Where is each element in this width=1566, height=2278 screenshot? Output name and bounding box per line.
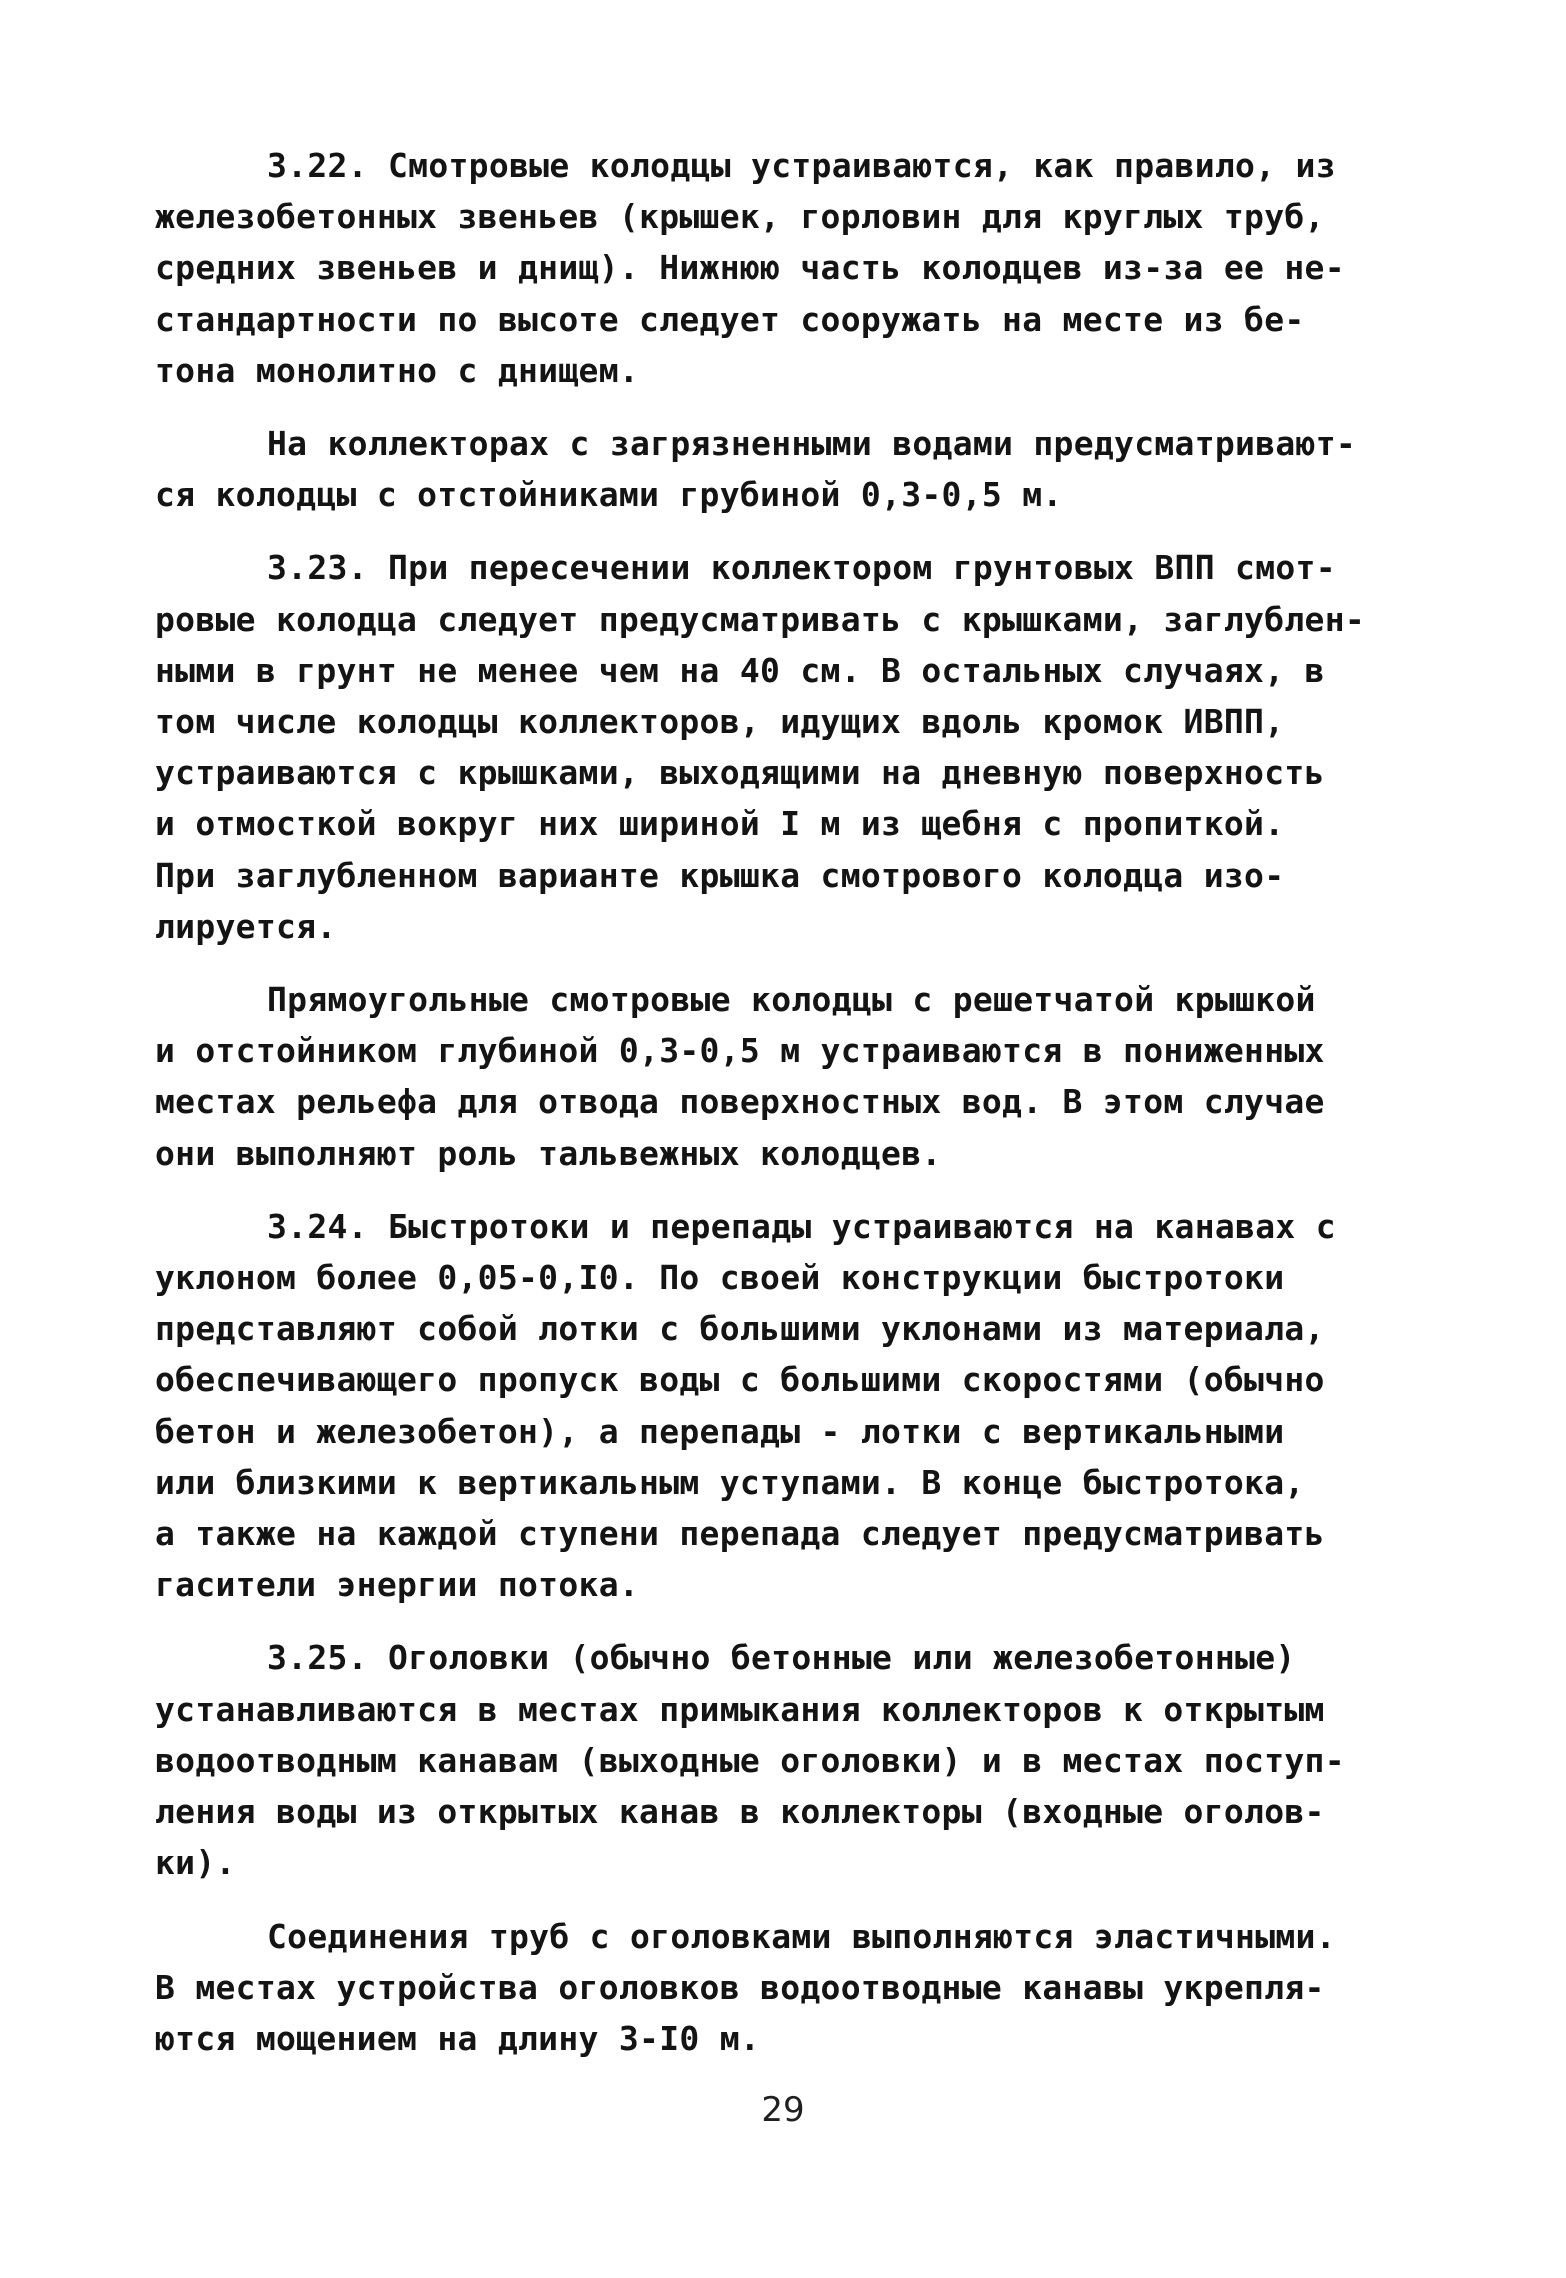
text-line: ровые колодца следует предусматривать с крышками, заглублен-	[155, 599, 1366, 639]
paragraph-3-23	[155, 542, 1425, 952]
text-line: В местах устройства оголовков водоотводные канавы укрепля-	[155, 1967, 1325, 2007]
text-line: том числе колодцы коллекторов, идущих вдоль кромок ИВПП,	[155, 702, 1285, 742]
text-line: представляют собой лотки с большими уклонами из материала,	[155, 1309, 1325, 1349]
text-line: устанавливаются в местах примыкания коллекторов к открытым	[155, 1689, 1325, 1729]
text-line: бетон и железобетон), а перепады - лотки с вертикальными	[155, 1411, 1285, 1451]
text-line: водоотводным канавам (выходные оголовки) и в местах поступ-	[155, 1740, 1345, 1780]
paragraph-3-24	[155, 1201, 1425, 1611]
text-line: гасители энергии потока.	[155, 1565, 640, 1605]
text-line: ся колодцы с отстойниками грубиной 0,3-0,5 м.	[155, 475, 1063, 515]
paragraph-rectangular-wells	[155, 974, 1425, 1179]
text-line: уклоном более 0,05-0,I0. По своей конструкции быстротоки	[155, 1258, 1285, 1298]
text-line: обеспечивающего пропуск воды с большими скоростями (обычно	[155, 1360, 1325, 1400]
text-line: устраиваются с крышками, выходящими на дневную поверхность	[155, 753, 1325, 793]
text-line: а также на каждой ступени перепада следует предусматривать	[155, 1514, 1325, 1554]
text-line: 3.25. Оголовки (обычно бетонные или железобетонные)	[267, 1638, 1296, 1678]
text-line: ются мощением на длину 3-I0 м.	[155, 2018, 761, 2058]
text-line: стандартности по высоте следует сооружать на месте из бе-	[155, 299, 1305, 339]
text-line: тона монолитно с днищем.	[155, 350, 640, 390]
text-line: лируется.	[155, 906, 337, 946]
text-line: ными в грунт не менее чем на 40 см. В остальных случаях, в	[155, 650, 1325, 690]
text-line: 3.22. Смотровые колодцы устраиваются, как правило, из	[267, 146, 1336, 185]
text-line: средних звеньев и днищ). Нижнюю часть колодцев из-за ее не-	[155, 248, 1345, 288]
text-line: ки).	[155, 1843, 236, 1883]
text-line: На коллекторах с загрязненными водами предусматривают-	[267, 424, 1357, 464]
text-line: Соединения труб с оголовками выполняются эластичными.	[267, 1916, 1336, 1956]
paragraph-pipe-connections	[155, 1911, 1425, 2065]
text-line: они выполняют роль тальвежных колодцев.	[155, 1133, 942, 1173]
text-line: ления воды из открытых канав в коллекторы (входные оголов-	[155, 1792, 1325, 1832]
text-line: местах рельефа для отвода поверхностных вод. В этом случае	[155, 1082, 1325, 1122]
text-line: и отстойником глубиной 0,3-0,5 м устраиваются в пониженных	[155, 1031, 1325, 1071]
paragraph-3-22	[155, 140, 1425, 396]
body-text	[155, 140, 1425, 2086]
text-line: 3.24. Быстротоки и перепады устраиваются на канавах с	[267, 1206, 1336, 1246]
text-line: 3.23. При пересечении коллектором грунтовых ВПП смот-	[267, 548, 1336, 588]
paragraph-3-25	[155, 1632, 1425, 1888]
text-line: При заглубленном варианте крышка смотрового колодца изо-	[155, 855, 1285, 895]
paragraph-collectors-polluted	[155, 418, 1425, 520]
text-line: Прямоугольные смотровые колодцы с решетчатой крышкой	[267, 980, 1316, 1020]
text-line: или близкими к вертикальным уступами. В конце быстротока,	[155, 1462, 1305, 1502]
text-line: железобетонных звеньев (крышек, горловин для круглых труб,	[155, 197, 1325, 237]
text-line: и отмосткой вокруг них шириной I м из щебня с пропиткой.	[155, 804, 1285, 844]
page-number: 29	[761, 2090, 805, 2130]
